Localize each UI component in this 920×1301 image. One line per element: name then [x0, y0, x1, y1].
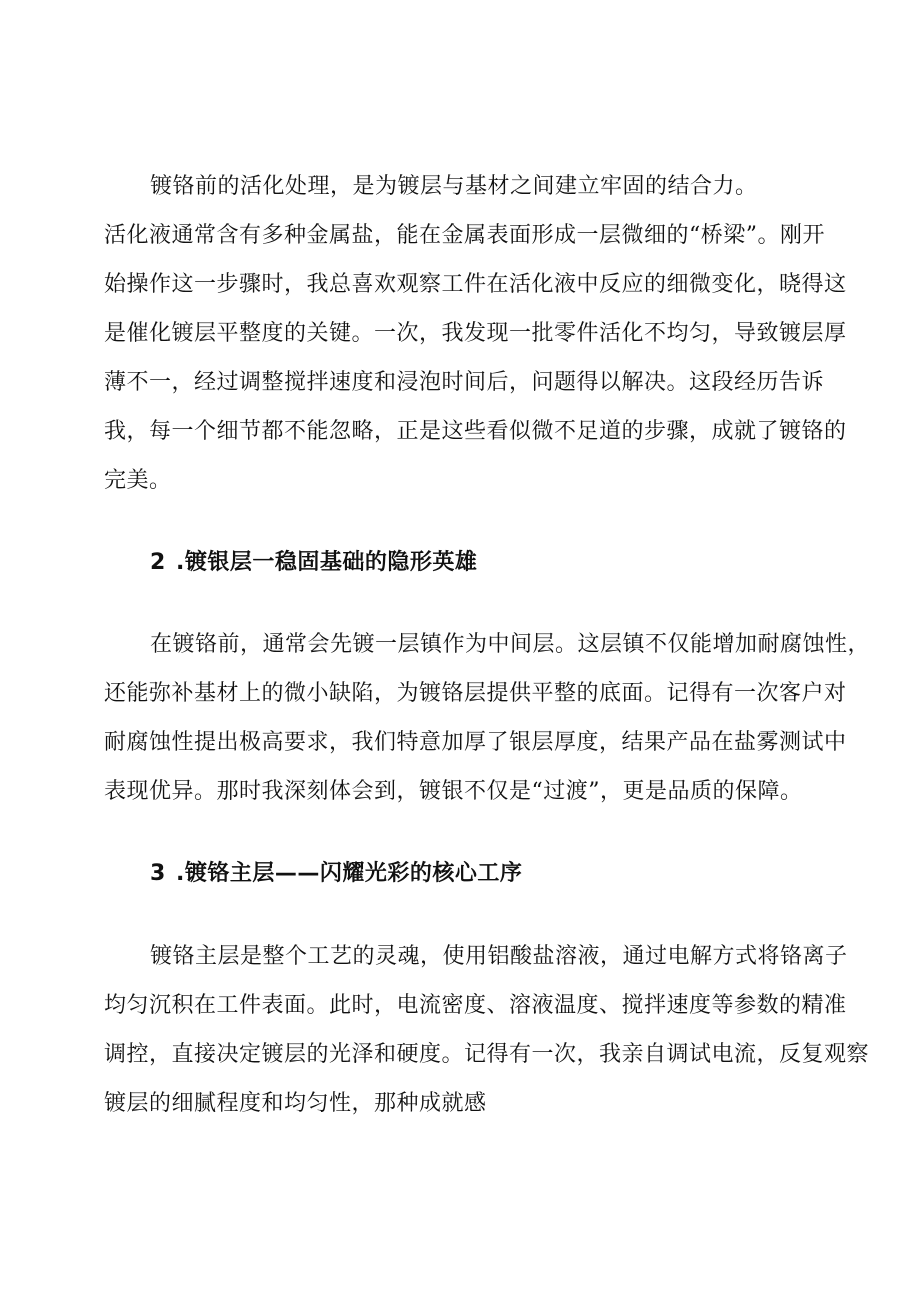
paragraph-line: 镀层的细腻程度和均匀性，那种成就感 [104, 1091, 487, 1116]
section-heading-3 [150, 859, 522, 889]
section-title: .镀铬主层——闪耀光彩的核心工序 [176, 861, 523, 886]
section-number: 2 [150, 550, 166, 575]
paragraph-line: 活化液通常含有多种金属盐，能在金属表面形成一层微细的“桥梁”。刚开 [104, 223, 825, 248]
paragraph-line: 在镀铬前，通常会先镀一层镇作为中间层。这层镇不仅能增加耐腐蚀性， [150, 632, 871, 657]
paragraph-silver-layer [104, 620, 871, 816]
section-heading-2 [150, 548, 477, 578]
paragraph-line: 表现优异。那时我深刻体会到，镀银不仅是“过渡”，更是品质的保障。 [104, 779, 803, 804]
paragraph-line: 均匀沉积在工件表面。此时，电流密度、溶液温度、搅拌速度等参数的精准 [104, 993, 847, 1018]
paragraph-activation [104, 162, 847, 505]
paragraph-line: 我，每一个细节都不能忽略，正是这些看似微不足道的步骤，成就了镀铬的 [104, 419, 847, 444]
paragraph-line: 薄不一，经过调整搅拌速度和浸泡时间后，问题得以解决。这段经历告诉 [104, 370, 825, 395]
paragraph-chrome-main-layer [104, 932, 870, 1128]
paragraph-line: 是催化镀层平整度的关键。一次，我发现一批零件活化不均匀，导致镀层厚 [104, 321, 847, 346]
section-title: .镀银层一稳固基础的隐形英雄 [176, 550, 478, 575]
paragraph-line: 还能弥补基材上的微小缺陷，为镀铬层提供平整的底面。记得有一次客户对 [104, 681, 847, 706]
paragraph-line: 镀铬前的活化处理，是为镀层与基材之间建立牢固的结合力。 [150, 174, 758, 199]
paragraph-line: 始操作这一步骤时，我总喜欢观察工件在活化液中反应的细微变化，晓得这 [104, 272, 847, 297]
section-number: 3 [150, 861, 166, 886]
paragraph-line: 镀铬主层是整个工艺的灵魂，使用铝酸盐溶液，通过电解方式将铬离子 [150, 944, 848, 969]
paragraph-line: 完美。 [104, 468, 172, 493]
paragraph-line: 调控，直接决定镀层的光泽和硬度。记得有一次，我亲自调试电流，反复观察 [104, 1042, 870, 1067]
paragraph-line: 耐腐蚀性提出极高要求，我们特意加厚了银层厚度，结果产品在盐雾测试中 [104, 730, 847, 755]
